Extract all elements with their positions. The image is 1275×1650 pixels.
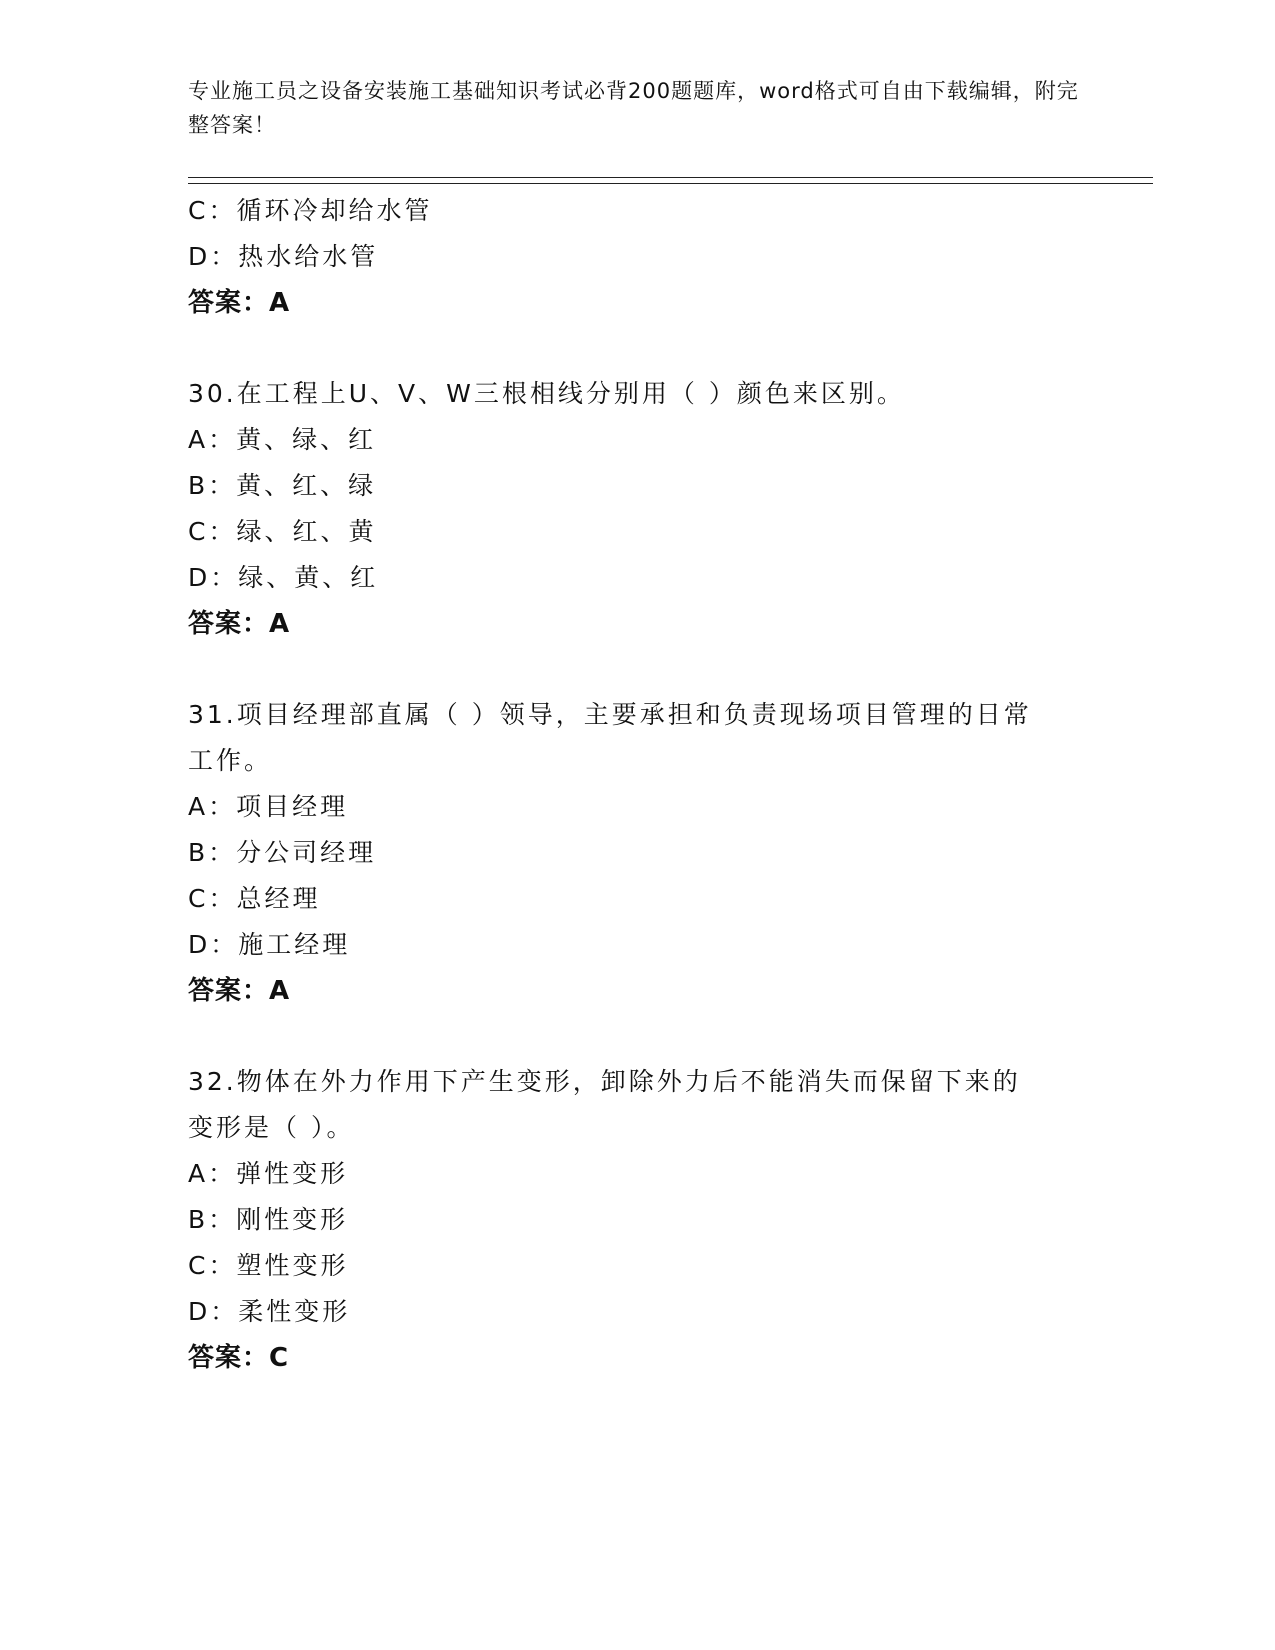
- answer-label: 答案：A: [188, 609, 291, 639]
- option-a: A：黄、绿、红: [188, 425, 377, 454]
- question-text: 32.物体在外力作用下产生变形，卸除外力后不能消失而保留下来的变形是（ ）。: [188, 1067, 1021, 1142]
- option-a: A：项目经理: [188, 792, 349, 821]
- option-b: B：刚性变形: [188, 1205, 349, 1234]
- option-a: A：弹性变形: [188, 1159, 349, 1188]
- question-block-31: [188, 692, 1088, 1014]
- spacer: [188, 1014, 1088, 1059]
- spacer: [188, 647, 1088, 692]
- spacer: [188, 326, 1088, 371]
- option-b: B：黄、红、绿: [188, 471, 377, 500]
- question-block-30: [188, 371, 1088, 647]
- option-c: C：塑性变形: [188, 1251, 349, 1280]
- question-text: 31.项目经理部直属（ ）领导，主要承担和负责现场项目管理的日常工作。: [188, 700, 1032, 775]
- option-b: B：分公司经理: [188, 838, 377, 867]
- option-d: D：绿、黄、红: [188, 563, 379, 592]
- answer-label: 答案：C: [188, 1343, 290, 1373]
- header-double-rule: [188, 177, 1153, 184]
- question-list: [188, 188, 1088, 1381]
- answer-label: 答案：A: [188, 288, 291, 318]
- question-block-29-continued: [188, 188, 1088, 326]
- answer-label: 答案：A: [188, 976, 291, 1006]
- option-c: C：循环冷却给水管: [188, 196, 433, 225]
- option-c: C：总经理: [188, 884, 321, 913]
- option-d: D：热水给水管: [188, 242, 379, 271]
- document-header-title: 专业施工员之设备安装施工基础知识考试必背200题题库，word格式可自由下载编辑，附完整答案！: [188, 79, 1079, 137]
- option-d: D：施工经理: [188, 930, 351, 959]
- option-c: C：绿、红、黄: [188, 517, 377, 546]
- question-block-32: [188, 1059, 1088, 1381]
- question-text: 30.在工程上U、V、W三根相线分别用（ ）颜色来区别。: [188, 379, 905, 408]
- option-d: D：柔性变形: [188, 1297, 351, 1326]
